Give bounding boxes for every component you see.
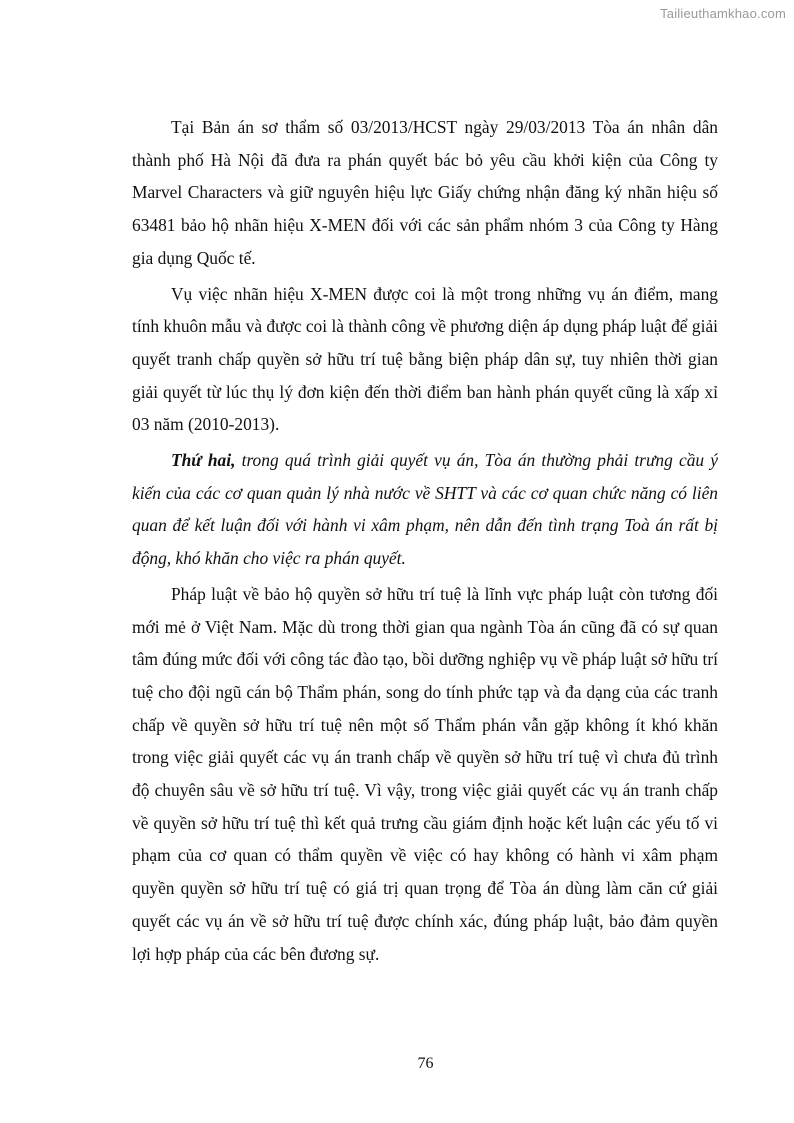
paragraph-3-body: trong quá trình giải quyết vụ án, Tòa án thường phải trưng cầu ý kiến của các cơ quan quản lý nhà nước về SHTT và các cơ quan chức năng có liên quan để kết luận đối với hành vi xâm phạm, nên dẫn đến tình trạng Toà án rất bị động, khó khăn cho việc ra phán quyết. bbox=[132, 450, 718, 569]
document-body bbox=[132, 111, 718, 970]
paragraph-1: Tại Bản án sơ thẩm số 03/2013/HCST ngày 29/03/2013 Tòa án nhân dân thành phố Hà Nội đã đưa ra phán quyết bác bỏ yêu cầu khởi kiện của Công ty Marvel Characters và giữ nguyên hiệu lực Giấy chứng nhận đăng ký nhãn hiệu số 63481 bảo hộ nhãn hiệu X-MEN đối với các sản phẩm nhóm 3 của Công ty Hàng gia dụng Quốc tế. bbox=[132, 117, 718, 268]
watermark-text: Tailieuthamkhao.com bbox=[660, 6, 786, 21]
page-number: 76 bbox=[417, 1055, 434, 1072]
paragraph-2: Vụ việc nhãn hiệu X-MEN được coi là một trong những vụ án điểm, mang tính khuôn mẫu và được coi là thành công về phương diện áp dụng pháp luật để giải quyết tranh chấp quyền sở hữu trí tuệ bằng biện pháp dân sự, tuy nhiên thời gian giải quyết từ lúc thụ lý đơn kiện đến thời điểm ban hành phán quyết cũng là xấp xỉ 03 năm (2010-2013). bbox=[132, 283, 718, 435]
paragraph-3-lead: Thứ hai, bbox=[171, 450, 236, 471]
paragraph-4: Pháp luật về bảo hộ quyền sở hữu trí tuệ là lĩnh vực pháp luật còn tương đối mới mẻ ở Việt Nam. Mặc dù trong thời gian qua ngành Tòa án cũng đã có sự quan tâm đúng mức đối với công tác đào tạo, bồi dưỡng nghiệp vụ về pháp luật sở hữu trí tuệ cho đội ngũ cán bộ Thẩm phán, song do tính phức tạp và đa dạng của các tranh chấp về quyền sở hữu trí tuệ nên một số Thẩm phán vẫn gặp không ít khó khăn trong việc giải quyết các vụ án tranh chấp về quyền sở hữu trí tuệ vì chưa đủ trình độ chuyên sâu về sở hữu trí tuệ. Vì vậy, trong việc giải quyết các vụ án tranh chấp về quyền sở hữu trí tuệ thì kết quả trưng cầu giám định hoặc kết luận các yếu tố vi phạm của cơ quan có thẩm quyền về việc có hay không có hành vi xâm phạm quyền quyền sở hữu trí tuệ có giá trị quan trọng để Tòa án dùng làm căn cứ giải quyết các vụ án về sở hữu trí tuệ được chính xác, đúng pháp luật, bảo đảm quyền lợi hợp pháp của các bên đương sự. bbox=[132, 583, 718, 964]
paragraph-3 bbox=[132, 444, 718, 575]
